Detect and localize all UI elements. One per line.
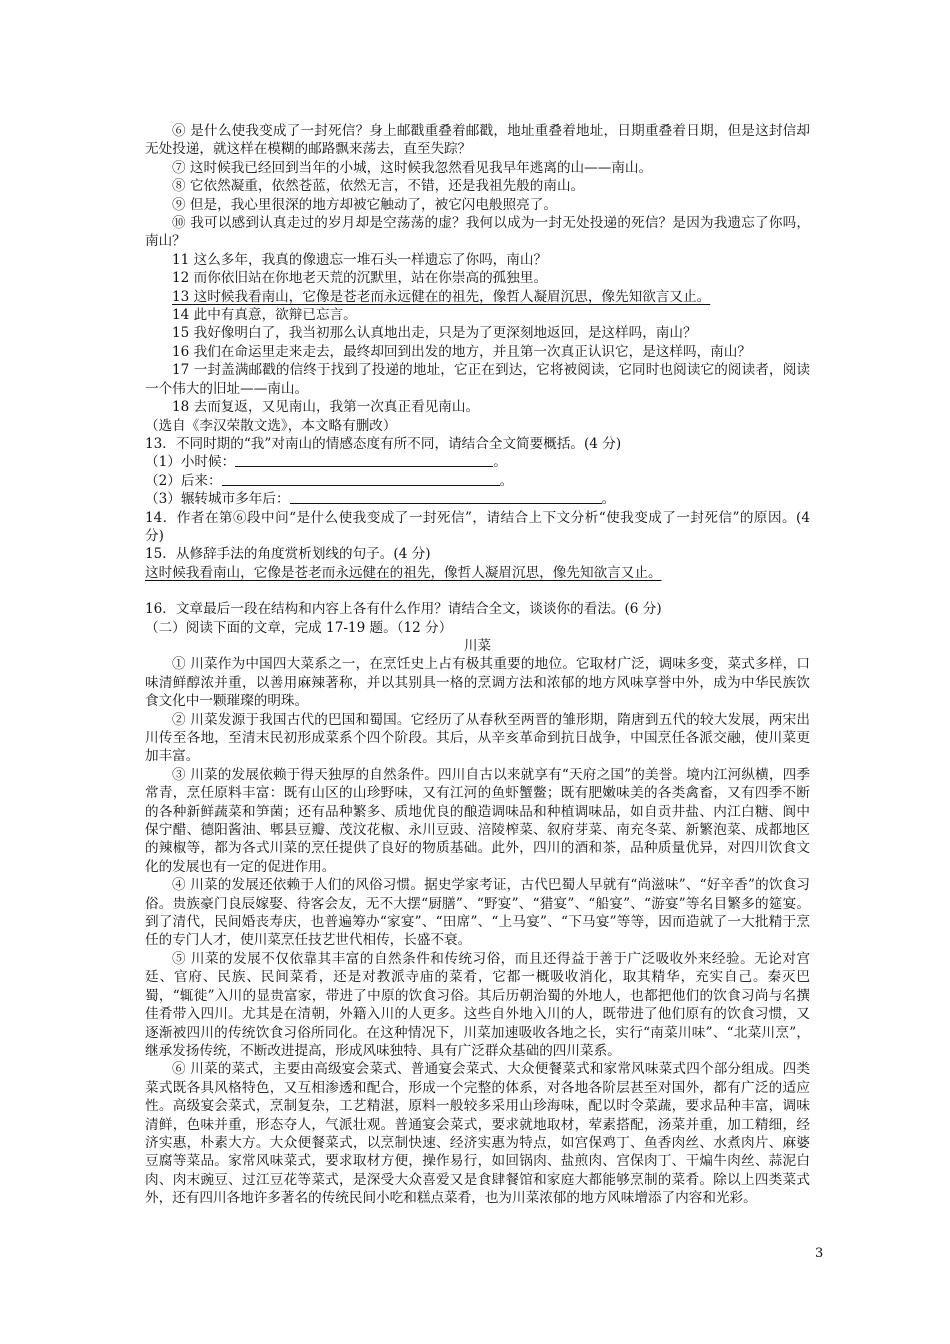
- paragraph-15: 15 我好像明白了，我当初那么认真地出走，只是为了更深刻地返回，是这样吗，南山？: [172, 325, 697, 342]
- paragraph-11: 11 这么多年，我真的像遗忘一堆石头一样遗忘了你吗，南山？: [172, 251, 548, 268]
- article-paragraph-5: ⑤ 川菜的发展不仅依靠其丰富的自然条件和传统习俗，而且还得益于善于广泛吸收外来经验。无论对宫廷、官府、民族、民间菜肴，还是对教派寺庙的菜肴，它都一概吸收消化，取其精华，充实自己。秦灭巴蜀，“辄徙”入川的显贵富家，带进了中原的饮食习俗。其后历朝治蜀的外地人，也都把他们的饮食习尚与名撰佳肴带入四川。尤其是在清朝，外籍入川的人更多。这些自外地入川的人，既带进了他们原有的饮食习惯，又逐渐被四川的传统饮食习俗所同化。在这种情况下，川菜加速吸收各地之长，实行“南菜川味”、“北菜川烹”，继承发扬传统，不断改进提高，形成风味独特、具有广泛群众基础的四川菜系。: [145, 950, 810, 1059]
- paragraph-10: ⑩ 我可以感到认真走过的岁月却是空荡荡的虚？我何以成为一封无处投递的死信？是因为我遗忘了你吗，南山？: [145, 215, 810, 250]
- paragraph-6: ⑥ 是什么使我变成了一封死信？身上邮戳重叠着邮戳，地址重叠着地址，日期重叠着日期，但是这封信却无处投递，就这样在模糊的邮路飘来荡去，直至失踪？: [145, 123, 810, 158]
- source-note: （选自《李汉荣散文选》，本文略有删改）: [145, 417, 397, 434]
- article-paragraph-6: ⑥ 川菜的菜式，主要由高级宴会菜式、普通宴会菜式、大众便餐菜式和家常风味菜式四个部分组成。四类菜式既各具风格特色，又互相渗透和配合，形成一个完整的体系，对各地各阶层甚至对国外，都有广泛的适应性。高级宴会菜式，烹制复杂，工艺精湛，原料一般较多采用山珍海味，配以时令菜蔬，要求品种丰富，调味清鲜，色味并重，形态夺人，气派壮观。普通宴会菜式，要求就地取材，荤素搭配，汤菜并重，加工精细，经济实惠，朴素大方。大众便餐菜式，以烹制快速、经济实惠为特点，如宫保鸡丁、鱼香肉丝、水煮肉片、麻婆豆腐等菜品。家常风味菜式，要求取材方便，操作易行，如回锅肉、盐煎肉、宫保肉丁、干煸牛肉丝、蒜泥白肉、肉末豌豆、过江豆花等菜式，是深受大众喜爱又是食肆餐馆和家庭大都能够烹制的菜肴。除以上四类菜式外，还有四川各地许多著名的传统民间小吃和糕点菜肴，也为川菜浓郁的地方风味增添了内容和光彩。: [145, 1061, 810, 1207]
- question-14: 14．作者在第⑥段中问“是什么使我变成了一封死信”，请结合上下文分析“使我变成了一封死信”的原因。(4 分): [145, 509, 810, 544]
- paragraph-18: 18 去而复返，又见南山，我第一次真正看见南山。: [172, 399, 480, 416]
- answer-line-13-3: （3）辗转城市多年后： 。: [145, 491, 616, 508]
- question-15: 15．从修辞手法的角度赏析划线的句子。(4 分): [145, 546, 431, 563]
- paragraph-13-underlined: 13 这时候我看南山，它像是苍老而永远健在的祖先，像哲人凝眉沉思，像先知欲言又止。: [172, 288, 711, 305]
- question-16: 16．文章最后一段在结构和内容上各有什么作用？请结合全文，谈谈你的看法。(6 分): [145, 601, 662, 618]
- article-paragraph-2: ② 川菜发源于我国古代的巴国和蜀国。它经历了从春秋至两晋的雏形期，隋唐到五代的较大发展，两宋出川传至各地，至清末民初形成菜系个四个阶段。其后，从辛亥革命到抗日战争，中国烹任各派交融，使川菜更加丰富。: [145, 711, 810, 765]
- spacer: [145, 582, 810, 600]
- answer-blank[interactable]: [235, 453, 493, 467]
- document-page: [145, 122, 810, 1208]
- page-number: 3: [815, 1246, 824, 1261]
- answer-line-13-1: （1）小时候： 。: [145, 454, 507, 471]
- paragraph-7: ⑦ 这时候我已经回到当年的小城，这时候我忽然看见我早年逃离的山——南山。: [172, 159, 653, 176]
- answer-line-13-2: （2）后来： 。: [145, 472, 514, 489]
- article-paragraph-4: ④ 川菜的发展还依赖于人们的风俗习惯。据史学家考证，古代巴蜀人早就有“尚滋味”、“好辛香”的饮食习俗。贵族豪门良辰嫁娶、待客会友，无不大摆“厨膳”、“野宴”、“猎宴”、“船宴”、“游宴”等名目繁多的筵宴。到了清代，民间婚丧寿庆，也普遍筹办“家宴”、“田席”、“上马宴”、“下马宴”等等，因而造就了一大批精于烹任的专门人才，使川菜烹任技艺世代相传，长盛不衰。: [145, 877, 810, 949]
- article-paragraph-1: ① 川菜作为中国四大菜系之一，在烹饪史上占有极其重要的地位。它取材广泛，调味多变，菜式多样，口味清鲜醇浓并重，以善用麻辣著称，并以其别具一格的烹调方法和浓郁的地方风味享誉中外，成为中华民族饮食文化中一颗璀璨的明珠。: [145, 656, 810, 710]
- paragraph-9: ⑨ 但是，我心里很深的地方却被它触动了，被它闪电般照亮了。: [172, 196, 557, 213]
- paragraph-12: 12 而你依旧站在你地老天荒的沉默里，站在你崇高的孤独里。: [172, 270, 548, 287]
- article-title: 川菜: [463, 637, 492, 654]
- section-2-heading: （二）阅读下面的文章，完成 17-19 题。（12 分）: [145, 619, 453, 636]
- paragraph-16: 16 我们在命运里走来走去，最终却回到出发的地方，并且第一次真正认识它，是这样吗，南山？: [172, 343, 751, 360]
- paragraph-14: 14 此中有真意，欲辩已忘言。: [172, 307, 357, 324]
- article-paragraph-3: ③ 川菜的发展依赖于得天独厚的自然条件。四川自古以来就享有“天府之国”的美誉。境内江河纵横，四季常青，烹任原料丰富：既有山区的山珍野味，又有江河的鱼虾蟹鳖；既有肥嫩味美的各类禽畜，又有四季不断的各种新鲜蔬菜和笋菌；还有品种繁多、质地优良的酿造调味品和种植调味品，如自贡井盐、内江白糖、阆中保宁醋、德阳酱油、郫县豆瓣、茂汶花椒、永川豆豉、涪陵榨菜、叙府芽菜、南充冬菜、新繁泡菜、成都地区的辣椒等，都为各式川菜的烹任提供了良好的物质基础。此外，四川的酒和茶，品种质量优异，对四川饮食文化的发展也有一定的促进作用。: [145, 766, 810, 875]
- answer-blank[interactable]: [290, 490, 602, 504]
- question-15-quote: 这时候我看南山，它像是苍老而永远健在的祖先，像哲人凝眉沉思，像先知欲言又止。: [145, 564, 662, 581]
- paragraph-17: 17 一封盖满邮戳的信终于找到了投递的地址，它正在到达，它将被阅读，它同时也阅读它的阅读者，阅读一个伟大的旧址——南山。: [145, 362, 810, 397]
- question-13: 13．不同时期的“我”对南山的情感态度有所不同，请结合全文简要概括。(4 分): [145, 435, 622, 452]
- answer-blank[interactable]: [222, 472, 500, 486]
- paragraph-8: ⑧ 它依然凝重，依然苍蓝，依然无言，不错，还是我祖先般的南山。: [172, 178, 585, 195]
